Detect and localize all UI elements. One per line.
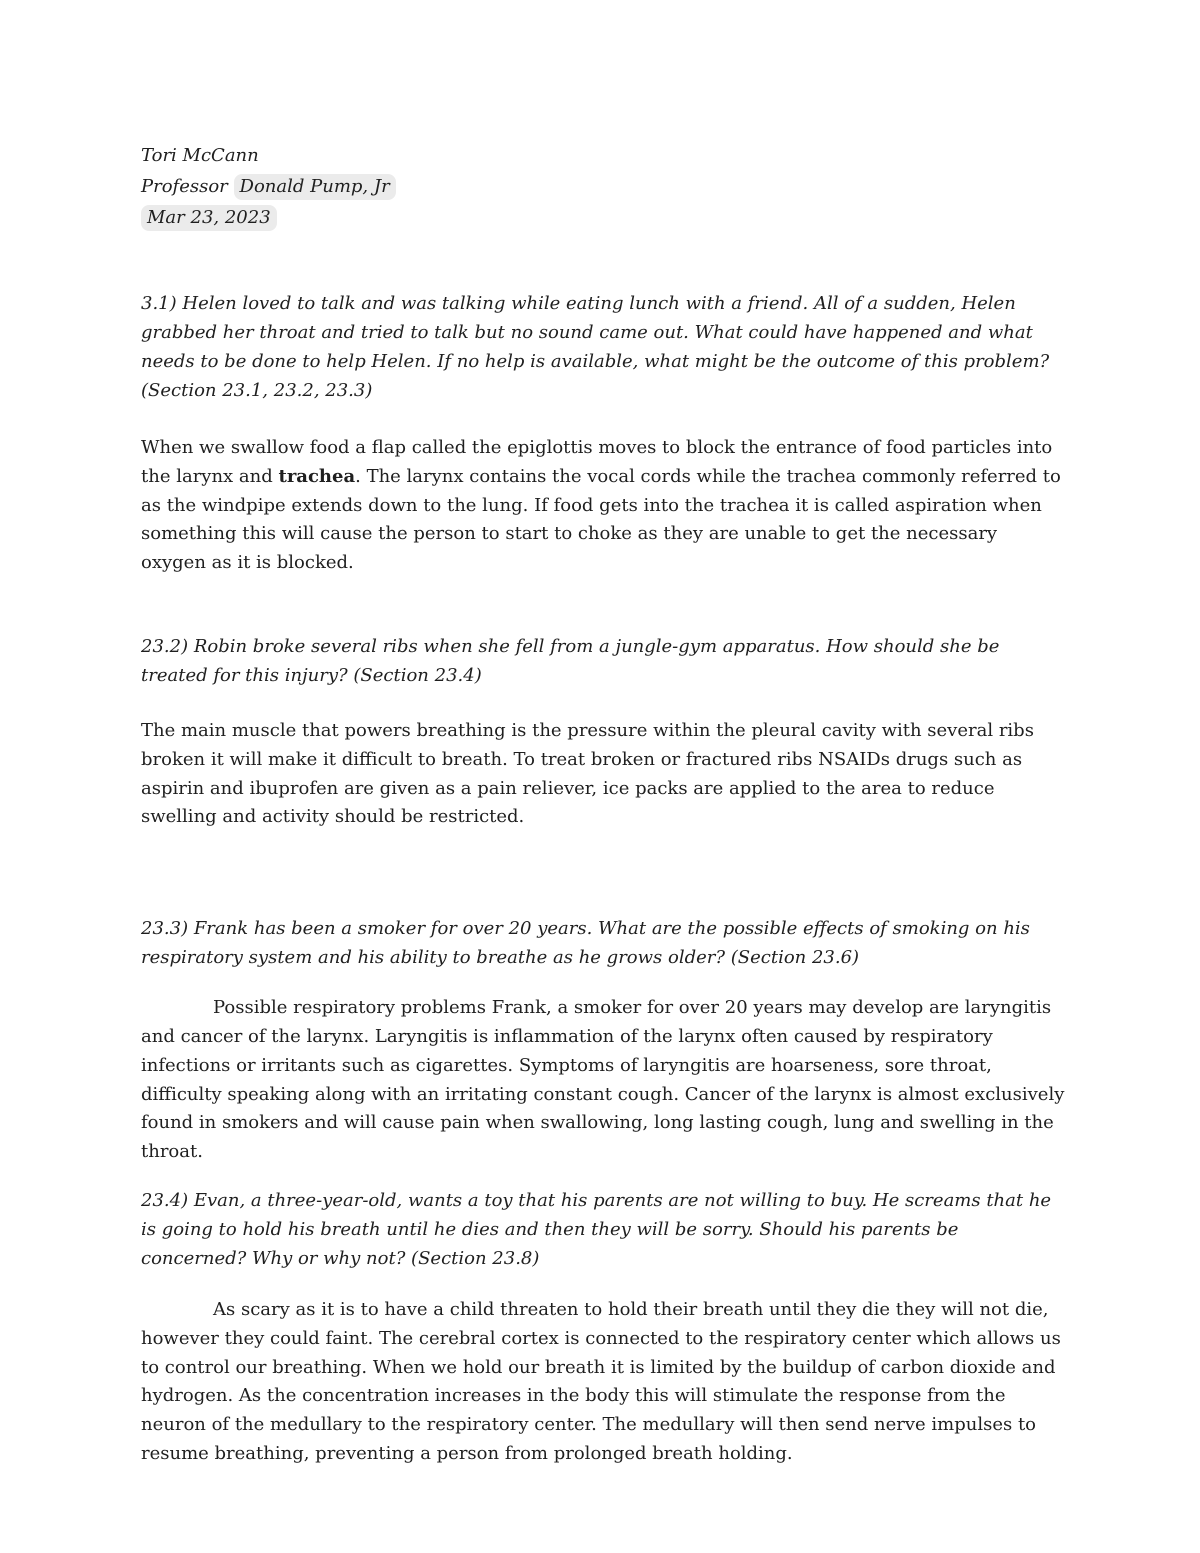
question-2: 23.2) Robin broke several ribs when she fell from a jungle-gym apparatus. How should she be treated for this injury? (Section 23.4) [141, 635, 1000, 686]
date-line [141, 202, 1066, 233]
date-chip[interactable]: Mar 23, 2023 [141, 205, 277, 231]
question-1: 3.1) Helen loved to talk and was talking while eating lunch with a friend. All of a sudden, Helen grabbed her throat and tried to talk but no sound came out. What could have happened and what needs to be done to help Helen. If no help is available, what might be the outcome of this problem? (Section 23.1, 23.2, 23.3) [141, 293, 1050, 401]
answer-1-text-start: When we swallow food a flap called the epiglottis moves to block the entrance of food particles into the larynx and [141, 437, 1053, 487]
author-name: Tori McCann [141, 145, 259, 166]
question-4: 23.4) Evan, a three-year-old, wants a toy that his parents are not willing to buy. He screams that he is going to hold his breath until he dies and then they will be sorry. Should his parents be concerned? Why or why not? (Section 23.8) [141, 1189, 1052, 1269]
answer-4: As scary as it is to have a child threaten to hold their breath until they die they will not die, however they could faint. The cerebral cortex is connected to the respiratory center which allows us to control our breathing. When we hold our breath it is limited by the buildup of carbon dioxide and hydrogen. As the concentration increases in the body this will stimulate the response from the neuron of the medullary to the respiratory center. The medullary will then send nerve impulses to resume breathing, preventing a person from prolonged breath holding. [141, 1298, 1061, 1464]
answer-1 [141, 434, 1066, 578]
professor-prefix: Professor [141, 176, 234, 197]
answer-1-text-end: . The larynx contains the vocal cords while the trachea commonly referred to as the windpipe extends down to the lung. If food gets into the trachea it is called aspiration when something this will cause the person to start to choke as they are unable to get the necessary oxygen as it is blocked. [141, 465, 1061, 574]
professor-chip[interactable]: Donald Pump, Jr [234, 174, 396, 200]
question-3: 23.3) Frank has been a smoker for over 20 years. What are the possible effects of smoking on his respiratory system and his ability to breathe as he grows older? (Section 23.6) [141, 918, 1030, 969]
answer-3: Possible respiratory problems Frank, a smoker for over 20 years may develop are laryngitis and cancer of the larynx. Laryngitis is inflammation of the larynx often caused by respiratory infections or irritants such as cigarettes. Symptoms of laryngitis are hoarseness, sore throat, difficulty speaking along with an irritating constant cough. Cancer of the larynx is almost exclusively found in smokers and will cause pain when swallowing, long lasting cough, lung and swelling in the throat. [141, 997, 1065, 1163]
document-body [141, 140, 1066, 1469]
professor-line [141, 171, 1066, 202]
answer-1-bold-term: trachea [278, 465, 356, 487]
answer-2: The main muscle that powers breathing is the pressure within the pleural cavity with several ribs broken it will make it difficult to breath. To treat broken or fractured ribs NSAIDs drugs such as aspirin and ibuprofen are given as a pain reliever, ice packs are applied to the area to reduce swelling and activity should be restricted. [141, 719, 1034, 828]
